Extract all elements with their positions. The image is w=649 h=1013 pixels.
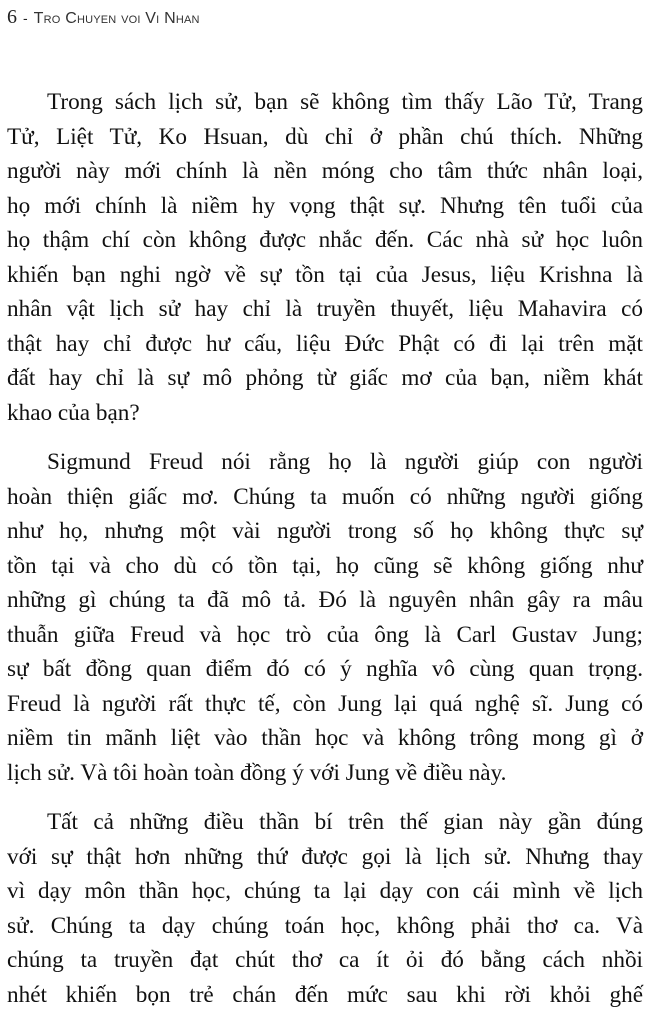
header-separator: - bbox=[23, 10, 28, 26]
text-line: sự bất đồng quan điểm đó có ý nghĩa vô cùng quan trọng. bbox=[7, 656, 643, 682]
text-line: nhân vật lịch sử hay chỉ là truyền thuyết, liệu Mahavira có bbox=[7, 296, 643, 322]
text-line: niềm tin mãnh liệt vào thần học và không trông mong gì ở bbox=[7, 725, 643, 751]
text-line: thật hay chỉ được hư cấu, liệu Đức Phật có đi lại trên mặt bbox=[7, 330, 643, 357]
text-line: chúng ta truyền đạt chút thơ ca ít ỏi đó bằng cách nhồi bbox=[7, 947, 643, 973]
text-line: họ thậm chí còn không được nhắc đến. Các nhà sử học luôn bbox=[7, 227, 643, 253]
text-line: khiến bạn nghi ngờ về sự tồn tại của Jesus, liệu Krishna là bbox=[7, 261, 643, 288]
text-line: Trong sách lịch sử, bạn sẽ không tìm thấy Lão Tử, Trang bbox=[47, 89, 643, 115]
text-line: tồn tại và cho dù có tồn tại, họ cũng sẽ không giống như bbox=[7, 552, 643, 579]
text-line: những gì chúng ta đã mô tả. Đó là nguyên nhân gây ra mâu bbox=[7, 587, 643, 613]
paragraph-2 bbox=[7, 445, 643, 790]
text-line: Freud là người rất thực tế, còn Jung lại quá nghệ sĩ. Jung có bbox=[7, 690, 643, 717]
paragraph-3 bbox=[7, 805, 643, 1012]
paragraph-1 bbox=[7, 85, 643, 430]
text-line: với sự thật hơn những thứ được gọi là lịch sử. Nhưng thay bbox=[7, 843, 643, 870]
text-line: nhét khiến bọn trẻ chán đến mức sau khi rời khỏi ghế bbox=[7, 981, 643, 1008]
running-header bbox=[7, 6, 200, 29]
text-line: thuẫn giữa Freud và học trò của ông là Carl Gustav Jung; bbox=[7, 621, 643, 648]
text-line: đất hay chỉ là sự mô phỏng từ giấc mơ của bạn, niềm khát bbox=[7, 365, 643, 391]
text-line: Tử, Liệt Tử, Ko Hsuan, dù chỉ ở phần chú thích. Những bbox=[7, 123, 643, 150]
text-line: Sigmund Freud nói rằng họ là người giúp con người bbox=[47, 449, 643, 475]
text-line: khao của bạn? bbox=[7, 399, 140, 426]
text-line: họ mới chính là niềm hy vọng thật sự. Nhưng tên tuổi của bbox=[7, 192, 643, 219]
text-line: như họ, nhưng một vài người trong số họ không thực sự bbox=[7, 518, 643, 544]
book-title: Tro Chuyen voi Vi Nhan bbox=[33, 10, 200, 27]
text-line: Tất cả những điều thần bí trên thế gian này gần đúng bbox=[47, 809, 643, 835]
text-line: lịch sử. Và tôi hoàn toàn đồng ý với Jung về điều này. bbox=[7, 759, 507, 786]
text-line: sử. Chúng ta dạy chúng toán học, không phải thơ ca. Và bbox=[7, 912, 643, 939]
page-number: 6 bbox=[7, 6, 17, 28]
text-line: vì dạy môn thần học, chúng ta lại dạy con cái mình về lịch bbox=[7, 878, 643, 904]
text-line: người này mới chính là nền móng cho tâm thức nhân loại, bbox=[7, 158, 643, 184]
text-line: hoàn thiện giấc mơ. Chúng ta muốn có những người giống bbox=[7, 483, 643, 510]
